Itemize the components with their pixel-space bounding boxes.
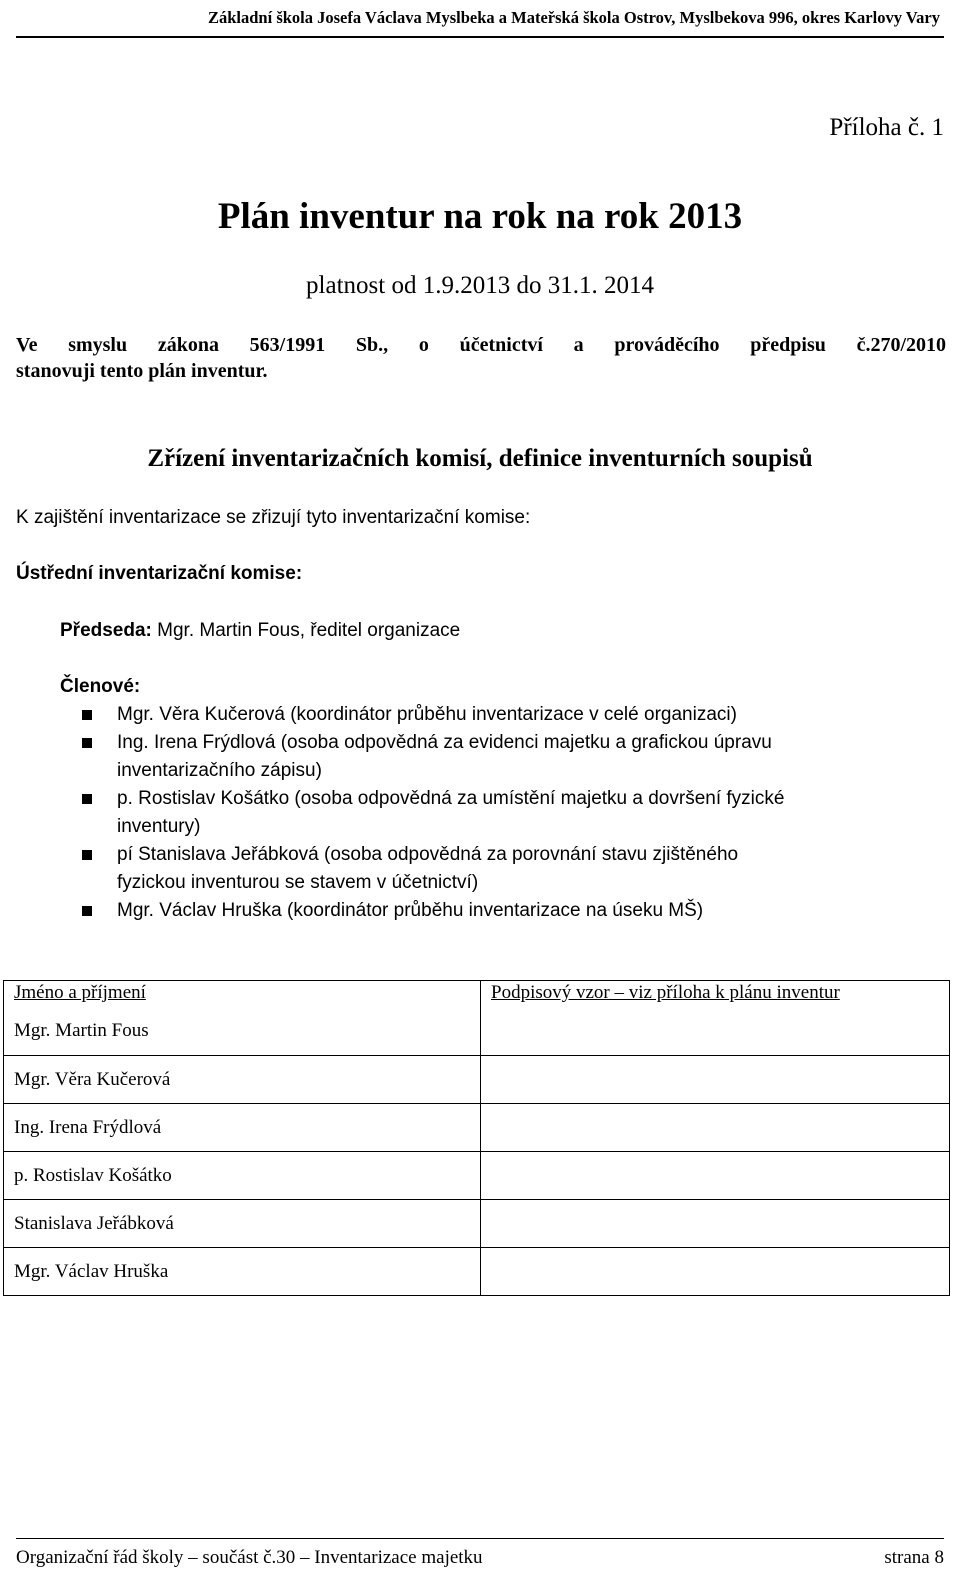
table-row [4, 981, 950, 1056]
page-footer [16, 1538, 944, 1579]
signatory-name: Mgr. Věra Kučerová [4, 1056, 481, 1104]
table-row [4, 1152, 950, 1200]
square-bullet-icon [82, 710, 92, 720]
table-row [4, 1056, 950, 1104]
square-bullet-icon [82, 850, 92, 860]
law-reference-line1: Ve smyslu zákona 563/1991 Sb., o účetnictví a prováděcího předpisu č.270/2010 [16, 334, 946, 356]
footer-page-number: strana 8 [884, 1547, 944, 1568]
list-item: Mgr. Václav Hruška (koordinátor průběhu inventarizace na úseku MŠ) [60, 897, 940, 925]
column-header-signature: Podpisový vzor – viz příloha k plánu inventur [491, 982, 840, 1003]
signature-cell [481, 1152, 950, 1200]
signatory-name: Ing. Irena Frýdlová [4, 1104, 481, 1152]
page-header [16, 0, 944, 38]
square-bullet-icon [82, 738, 92, 748]
square-bullet-icon [82, 906, 92, 916]
signatory-name: p. Rostislav Košátko [4, 1152, 481, 1200]
table-cell [4, 981, 481, 1056]
list-item: Mgr. Věra Kučerová (koordinátor průběhu inventarizace v celé organizaci) [60, 701, 940, 729]
signature-cell [481, 1248, 950, 1296]
column-header-name: Jméno a příjmení [14, 982, 146, 1003]
table-row [4, 1200, 950, 1248]
law-reference-line2: stanovuji tento plán inventur. [16, 360, 268, 382]
signature-table [3, 980, 950, 1296]
validity-period: platnost od 1.9.2013 do 31.1. 2014 [306, 272, 654, 299]
signature-cell [481, 1200, 950, 1248]
chair-value: Mgr. Martin Fous, ředitel organizace [157, 620, 461, 641]
signature-cell [481, 1104, 950, 1152]
signatory-name: Stanislava Jeřábková [4, 1200, 481, 1248]
list-item: Ing. Irena Frýdlová (osoba odpovědná za evidenci majetku a grafickou úpravu inventarizačního zápisu) [60, 729, 940, 785]
list-item: p. Rostislav Košátko (osoba odpovědná za umístění majetku a dovršení fyzické inventury) [60, 785, 940, 841]
footer-document-reference: Organizační řád školy – součást č.30 – Inventarizace majetku [16, 1547, 483, 1568]
signatory-name: Mgr. Václav Hruška [4, 1248, 481, 1296]
table-cell [481, 981, 950, 1056]
square-bullet-icon [82, 794, 92, 804]
intro-text: K zajištění inventarizace se zřizují tyto inventarizační komise: [16, 507, 531, 528]
appendix-label: Příloha č. 1 [829, 114, 944, 141]
table-row [4, 1248, 950, 1296]
list-item: pí Stanislava Jeřábková (osoba odpovědná za porovnání stavu zjištěného fyzickou inventurou se stavem v účetnictví) [60, 841, 940, 897]
chair-label: Předseda: [60, 620, 152, 641]
signatory-name: Mgr. Martin Fous [14, 1020, 149, 1041]
header-school-name: Základní škola Josefa Václava Myslbeka a Mateřská škola Ostrov, Myslbekova 996, okres Karlovy Vary [207, 8, 940, 27]
signature-cell [481, 1056, 950, 1104]
central-commission-heading: Ústřední inventarizační komise: [16, 563, 303, 584]
page-title: Plán inventur na rok na rok 2013 [217, 196, 743, 237]
table-row [4, 1104, 950, 1152]
chair-line [60, 620, 460, 642]
section-title: Zřízení inventarizačních komisí, definice inventurních soupisů [147, 445, 813, 472]
members-list [60, 701, 940, 925]
members-heading: Členové: [60, 676, 141, 697]
